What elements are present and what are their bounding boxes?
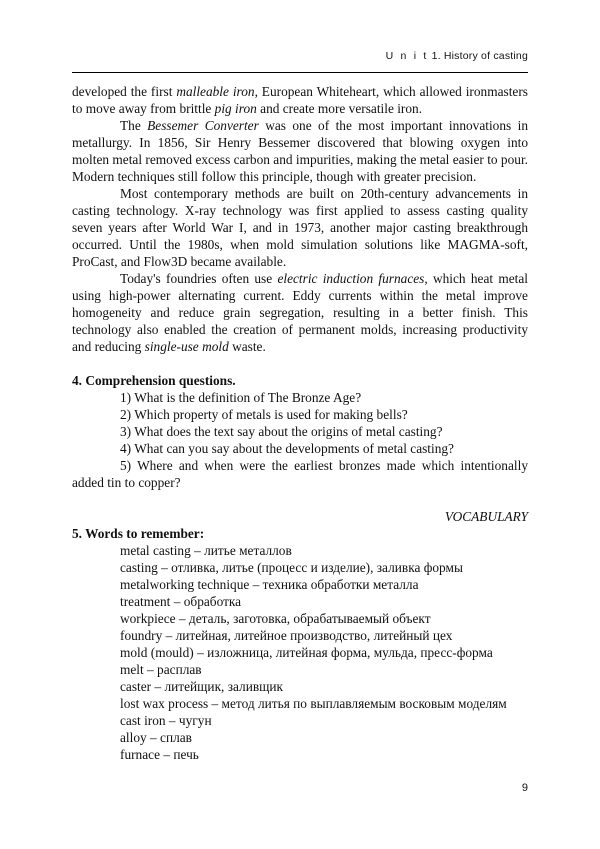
vocab-item: foundry – литейная, литейное производство, литейный цех bbox=[120, 628, 453, 643]
vocab-item: caster – литейщик, заливщик bbox=[120, 679, 284, 694]
vocab-item: metal casting – литье металлов bbox=[120, 543, 292, 558]
page-number: 9 bbox=[521, 782, 528, 794]
vocab-item: furnace – печь bbox=[120, 747, 199, 762]
question-item: 1) What is the definition of The Bronze Age? bbox=[120, 390, 362, 405]
vocab-item: lost wax process – метод литья по выплавляемым восковым моделям bbox=[120, 696, 507, 711]
question-item: 4) What can you say about the developments of metal casting? bbox=[120, 441, 454, 456]
paragraph-malleable-iron: developed the first malleable iron, European Whiteheart, which allowed ironmasters to move away from brittle pig iron and create more versatile iron. bbox=[72, 84, 528, 116]
vocab-item: cast iron – чугун bbox=[120, 713, 212, 728]
paragraph-contemporary-methods: Most contemporary methods are built on 20th-century advancements in casting technology. X-ray technology was first applied to assess casting quality seven years after World War I, and in 1973, another major casting breakthrough occurred. Until the 1980s, when mold simulation solutions like MAGMA-soft, ProCast, and Flow3D became available. bbox=[72, 186, 528, 269]
page-body bbox=[72, 83, 528, 763]
vocab-item: casting – отливка, литье (процесс и изделие), заливка формы bbox=[120, 560, 463, 575]
comprehension-heading: 4. Comprehension questions. bbox=[72, 373, 236, 388]
chapter-title: 1. History of casting bbox=[431, 50, 528, 62]
vocab-item: metalworking technique – техника обработки металла bbox=[120, 577, 419, 592]
question-item: 3) What does the text say about the origins of metal casting? bbox=[120, 424, 443, 439]
vocab-item: treatment – обработка bbox=[120, 594, 242, 609]
running-header bbox=[386, 50, 528, 62]
vocabulary-label: VOCABULARY bbox=[444, 509, 528, 524]
vocab-item: melt – расплав bbox=[120, 662, 202, 677]
paragraph-induction-furnaces: Today's foundries often use electric induction furnaces, which heat metal using high-power alternating current. Eddy currents within the metal improve homogeneity and reduce grain segregation, resulting in a better finish. This technology also enabled the creation of permanent molds, increasing productivity and reducing single-use mold waste. bbox=[72, 271, 528, 354]
vocab-item: alloy – сплав bbox=[120, 730, 192, 745]
vocab-item: workpiece – деталь, заготовка, обрабатываемый объект bbox=[120, 611, 431, 626]
question-item: 2) Which property of metals is used for making bells? bbox=[120, 407, 408, 422]
unit-label: U n i t bbox=[385, 50, 429, 62]
words-heading: 5. Words to remember: bbox=[72, 526, 205, 541]
vocab-item: mold (mould) – изложница, литейная форма, мульда, пресс-форма bbox=[120, 645, 493, 660]
paragraph-bessemer: The Bessemer Converter was one of the most important innovations in metallurgy. In 1856, Sir Henry Bessemer discovered that blowing oxygen into molten metal removed excess carbon and impurities, making the metal easier to pour. Modern techniques still follow this principle, though with greater precision. bbox=[72, 118, 528, 184]
question-item: 5) Where and when were the earliest bronzes made which intentionally added tin to copper? bbox=[72, 458, 528, 490]
header-rule bbox=[72, 72, 528, 73]
